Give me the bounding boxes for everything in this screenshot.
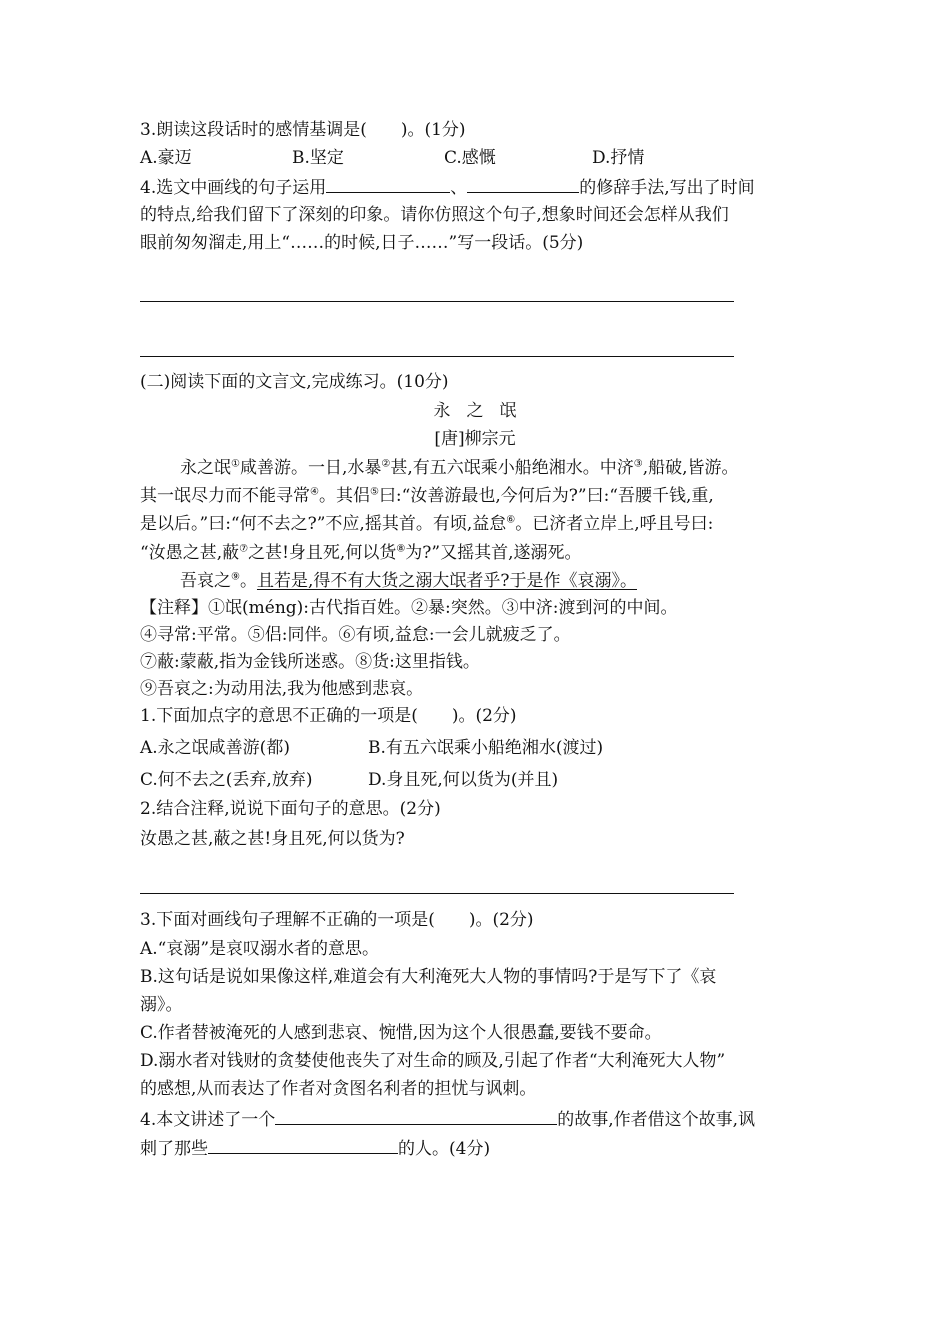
question-3-option-d-line-2: 的感想,从而表达了作者对贪图名利者的担忧与讽刺。 bbox=[140, 1079, 537, 1099]
story-blank[interactable] bbox=[275, 1106, 557, 1125]
passage-line-2 bbox=[140, 483, 714, 509]
q4-blank-2[interactable] bbox=[467, 174, 579, 193]
note-ref: ⑤ bbox=[369, 486, 379, 498]
question-4-line-2: 的特点,给我们留下了深刻的印象。请你仿照这个句子,想象时间还会怎样从我们 bbox=[140, 205, 729, 225]
text: 的人。(4分) bbox=[398, 1139, 491, 1159]
option-b: B.有五六氓乘小船绝湘水(渡过) bbox=[368, 738, 604, 758]
note-ref: ⑧ bbox=[396, 543, 406, 555]
section-2-heading: (二)阅读下面的文言文,完成练习。(10分) bbox=[140, 372, 449, 392]
question-4-line-1 bbox=[140, 1106, 755, 1133]
question-4-line-1 bbox=[140, 174, 755, 201]
q4-sep: 、 bbox=[450, 178, 468, 198]
text: 刺了那些 bbox=[140, 1139, 208, 1159]
question-1-options-row-1 bbox=[140, 735, 603, 761]
passage-line-1 bbox=[180, 455, 739, 481]
title-char: 之 bbox=[466, 401, 484, 421]
text: 。其侣 bbox=[318, 486, 370, 506]
text: 曰:“汝善游最也,今何后为?”曰:“吾腰千钱,重, bbox=[378, 486, 714, 506]
question-3-option-b-line-1: B.这句话是说如果像这样,难道会有大利淹死大人物的事情吗?于是写下了《哀 bbox=[140, 967, 717, 987]
text: 永之氓 bbox=[180, 458, 231, 478]
notes-line: ⑦蔽:蒙蔽,指为金钱所迷惑。⑧货:这里指钱。 bbox=[140, 652, 480, 672]
notes-line: ⑨吾哀之:为动用法,我为他感到悲哀。 bbox=[140, 679, 424, 699]
text: 咸善游。一日,水暴 bbox=[239, 458, 382, 478]
option-d: D.抒情 bbox=[592, 148, 645, 168]
answer-line[interactable] bbox=[140, 893, 734, 894]
note-ref: ⑦ bbox=[239, 543, 249, 555]
text: 甚,有五六氓乘小船绝湘水。中济 bbox=[390, 458, 634, 478]
q4-blank-1[interactable] bbox=[326, 174, 450, 193]
people-blank[interactable] bbox=[208, 1135, 398, 1154]
note-ref: ⑨ bbox=[231, 571, 240, 583]
note-ref: ⑥ bbox=[506, 514, 516, 526]
note-ref: ③ bbox=[633, 458, 643, 470]
question-3-option-d-line-1: D.溺水者对钱财的贪婪使他丧失了对生命的顾及,引起了作者“大利淹死大人物” bbox=[140, 1051, 726, 1071]
option-c: C.感慨 bbox=[444, 148, 496, 168]
title-char: 氓 bbox=[499, 401, 517, 421]
option-a: A.永之氓咸善游(都) bbox=[140, 738, 290, 758]
option-a: A.豪迈 bbox=[140, 148, 192, 168]
text: “汝愚之甚,蔽 bbox=[140, 543, 240, 563]
note-ref: ② bbox=[381, 458, 391, 470]
option-d: D.身且死,何以货为(并且) bbox=[368, 770, 559, 790]
notes-line: 【注释】①氓(méng):古代指百姓。②暴:突然。③中济:渡到河的中间。 bbox=[140, 598, 678, 618]
text: 吾哀之 bbox=[180, 571, 231, 591]
answer-line[interactable] bbox=[140, 356, 734, 357]
question-4-line-3: 眼前匆匆溜走,用上“……的时候,日子……”写一段话。(5分) bbox=[140, 233, 584, 253]
note-ref: ① bbox=[231, 458, 240, 470]
title-char: 永 bbox=[433, 401, 451, 421]
answer-line[interactable] bbox=[140, 301, 734, 302]
question-2-stem: 2.结合注释,说说下面句子的意思。(2分) bbox=[140, 799, 441, 819]
q4-text-b: 的修辞手法,写出了时间 bbox=[579, 178, 755, 198]
question-4-line-2 bbox=[140, 1135, 490, 1162]
note-ref: ④ bbox=[310, 486, 319, 498]
text: 的故事,作者借这个故事,讽 bbox=[557, 1110, 756, 1130]
question-3-stem: 3.朗读这段话时的感情基调是( )。(1分) bbox=[140, 120, 466, 140]
text: 之甚!身且死,何以货 bbox=[248, 543, 397, 563]
text: 。 bbox=[239, 571, 257, 591]
question-3-option-a: A.“哀溺”是哀叹溺水者的意思。 bbox=[140, 939, 380, 959]
option-b: B.坚定 bbox=[292, 148, 344, 168]
passage-line-3 bbox=[140, 511, 713, 537]
author: [唐]柳宗元 bbox=[434, 429, 516, 449]
poem-title bbox=[0, 398, 950, 424]
question-1-options-row-2 bbox=[140, 767, 558, 793]
question-1-stem: 1.下面加点字的意思不正确的一项是( )。(2分) bbox=[140, 706, 517, 726]
text: ,船破,皆游。 bbox=[642, 458, 739, 478]
question-3-option-c: C.作者替被淹死的人感到悲哀、惋惜,因为这个人很愚蠢,要钱不要命。 bbox=[140, 1023, 662, 1043]
text: 4.本文讲述了一个 bbox=[140, 1110, 276, 1130]
text: 为?”又摇其首,遂溺死。 bbox=[405, 543, 582, 563]
question-2-sentence: 汝愚之甚,蔽之甚!身且死,何以货为? bbox=[140, 829, 405, 849]
question-3-options bbox=[140, 145, 644, 171]
underlined-sentence: 且若是,得不有大货之溺大氓者乎?于是作《哀溺》。 bbox=[256, 571, 637, 591]
option-c: C.何不去之(丢弃,放弃) bbox=[140, 770, 313, 790]
text: 是以后。”曰:“何不去之?”不应,摇其首。有顷,益怠 bbox=[140, 514, 507, 534]
passage-line-4 bbox=[140, 540, 582, 566]
text: 其一氓尽力而不能寻常 bbox=[140, 486, 310, 506]
text: 。已济者立岸上,呼且号曰: bbox=[515, 514, 714, 534]
passage-paragraph-2 bbox=[180, 568, 637, 594]
q4-text-a: 4.选文中画线的句子运用 bbox=[140, 178, 327, 198]
notes-line: ④寻常:平常。⑤侣:同伴。⑥有顷,益怠:一会儿就疲乏了。 bbox=[140, 625, 571, 645]
question-3-option-b-line-2: 溺》。 bbox=[140, 995, 183, 1015]
question-3-stem: 3.下面对画线句子理解不正确的一项是( )。(2分) bbox=[140, 910, 534, 930]
